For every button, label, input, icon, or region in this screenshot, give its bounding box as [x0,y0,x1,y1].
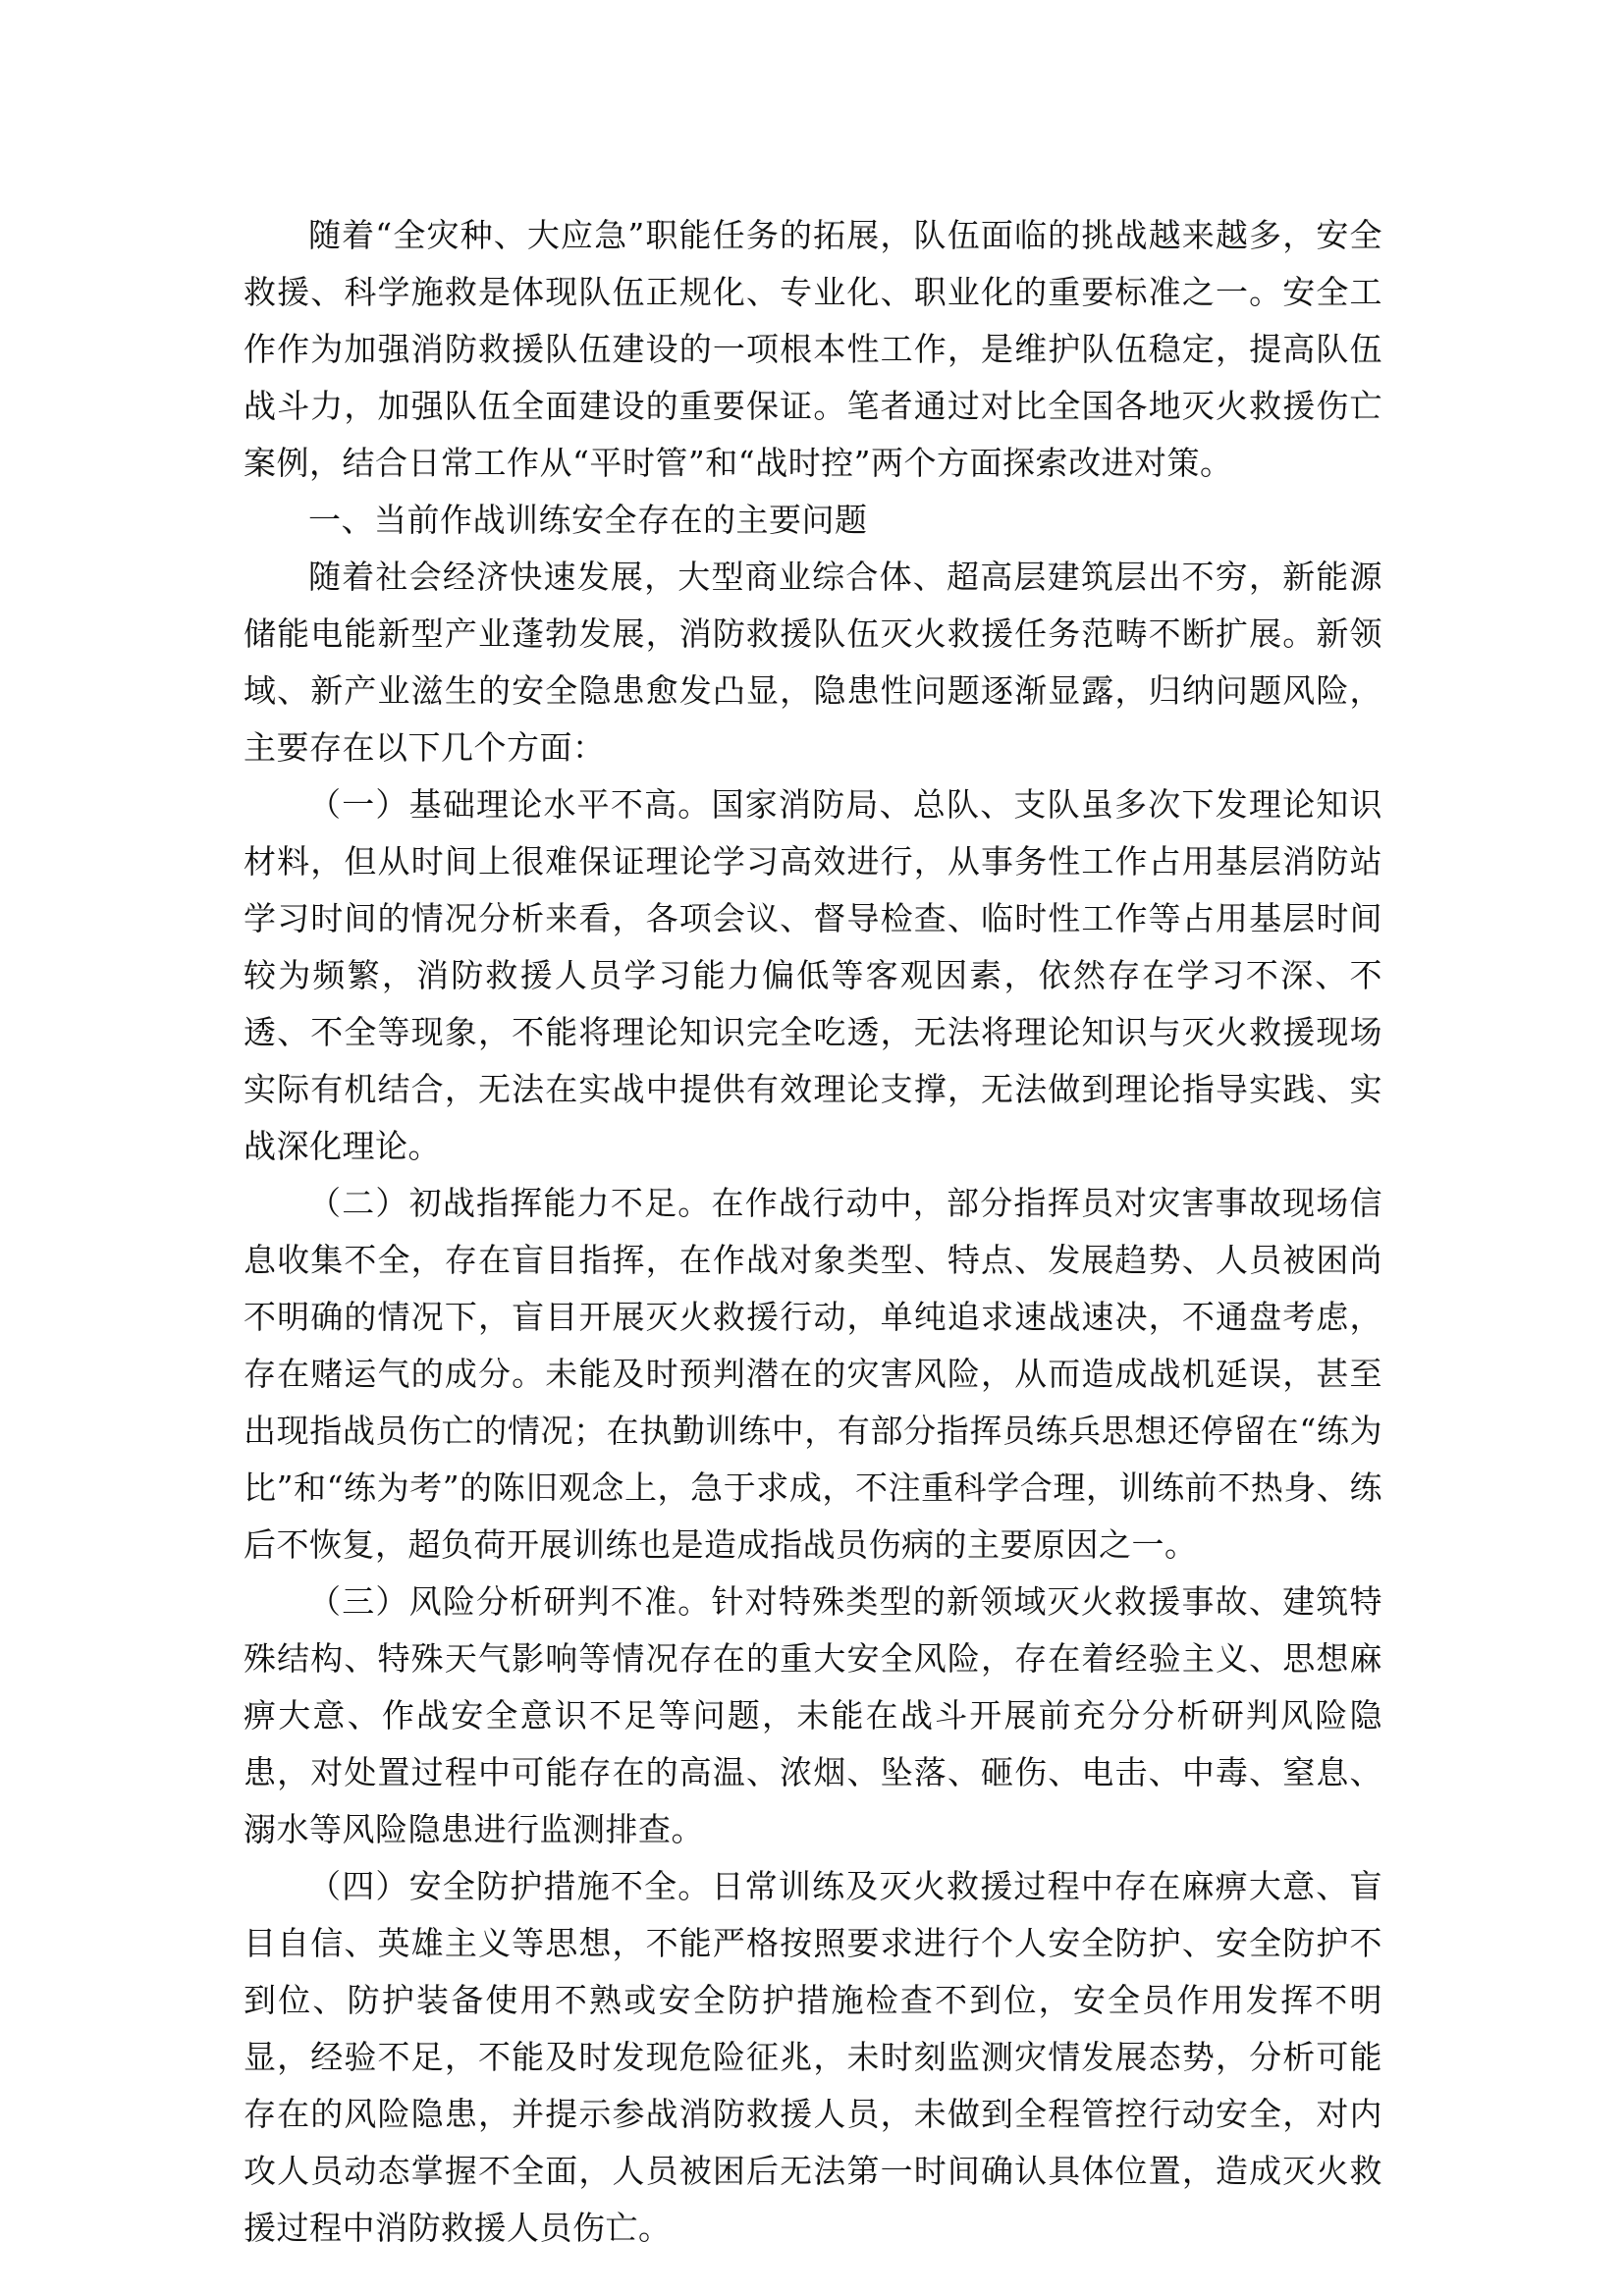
point-3-paragraph: （三）风险分析研判不准。针对特殊类型的新领域灭火救援事故、建筑特殊结构、特殊天气影响等情况存在的重大安全风险，存在着经验主义、思想麻痹大意、作战安全意识不足等问题，未能在战斗开展前充分分析研判风险隐患，对处置过程中可能存在的高温、浓烟、坠落、砸伤、电击、中毒、窒息、溺水等风险隐患进行监测排查。 [244,1582,1382,1848]
document-body [244,207,1382,2257]
section-intro-paragraph: 随着社会经济快速发展，大型商业综合体、超高层建筑层出不穷，新能源储能电能新型产业蓬勃发展，消防救援队伍灭火救援任务范畴不断扩展。新领域、新产业滋生的安全隐患愈发凸显，隐患性问题逐渐显露，归纳问题风险，主要存在以下几个方面： [244,558,1382,767]
intro-paragraph: 随着“全灾种、大应急”职能任务的拓展，队伍面临的挑战越来越多，安全救援、科学施救是体现队伍正规化、专业化、职业化的重要标准之一。安全工作作为加强消防救援队伍建设的一项根本性工作，是维护队伍稳定，提高队伍战斗力，加强队伍全面建设的重要保证。笔者通过对比全国各地灭火救援伤亡案例，结合日常工作从“平时管”和“战时控”两个方面探索改进对策。 [244,216,1382,482]
point-1-paragraph: （一）基础理论水平不高。国家消防局、总队、支队虽多次下发理论知识材料，但从时间上很难保证理论学习高效进行，从事务性工作占用基层消防站学习时间的情况分析来看，各项会议、督导检查、临时性工作等占用基层时间较为频繁，消防救援人员学习能力偏低等客观因素，依然存在学习不深、不透、不全等现象，不能将理论知识完全吃透，无法将理论知识与灭火救援现场实际有机结合，无法在实战中提供有效理论支撑，无法做到理论指导实践、实战深化理论。 [244,785,1382,1165]
section-heading: 一、当前作战训练安全存在的主要问题 [308,501,868,539]
point-2-paragraph: （二）初战指挥能力不足。在作战行动中，部分指挥员对灾害事故现场信息收集不全，存在盲目指挥，在作战对象类型、特点、发展趋势、人员被困尚不明确的情况下，盲目开展灭火救援行动，单纯追求速战速决，不通盘考虑，存在赌运气的成分。未能及时预判潜在的灾害风险，从而造成战机延误，甚至出现指战员伤亡的情况；在执勤训练中，有部分指挥员练兵思想还停留在“练为比”和“练为考”的陈旧观念上，急于求成，不注重科学合理，训练前不热身、练后不恢复，超负荷开展训练也是造成指战员伤病的主要原因之一。 [244,1184,1382,1564]
point-4-paragraph: （四）安全防护措施不全。日常训练及灭火救援过程中存在麻痹大意、盲目自信、英雄主义等思想，不能严格按照要求进行个人安全防护、安全防护不到位、防护装备使用不熟或安全防护措施检查不到位，安全员作用发挥不明显，经验不足，不能及时发现危险征兆，未时刻监测灾情发展态势，分析可能存在的风险隐患，并提示参战消防救援人员，未做到全程管控行动安全，对内攻人员动态掌握不全面，人员被困后无法第一时间确认具体位置，造成灭火救援过程中消防救援人员伤亡。 [244,1867,1382,2247]
